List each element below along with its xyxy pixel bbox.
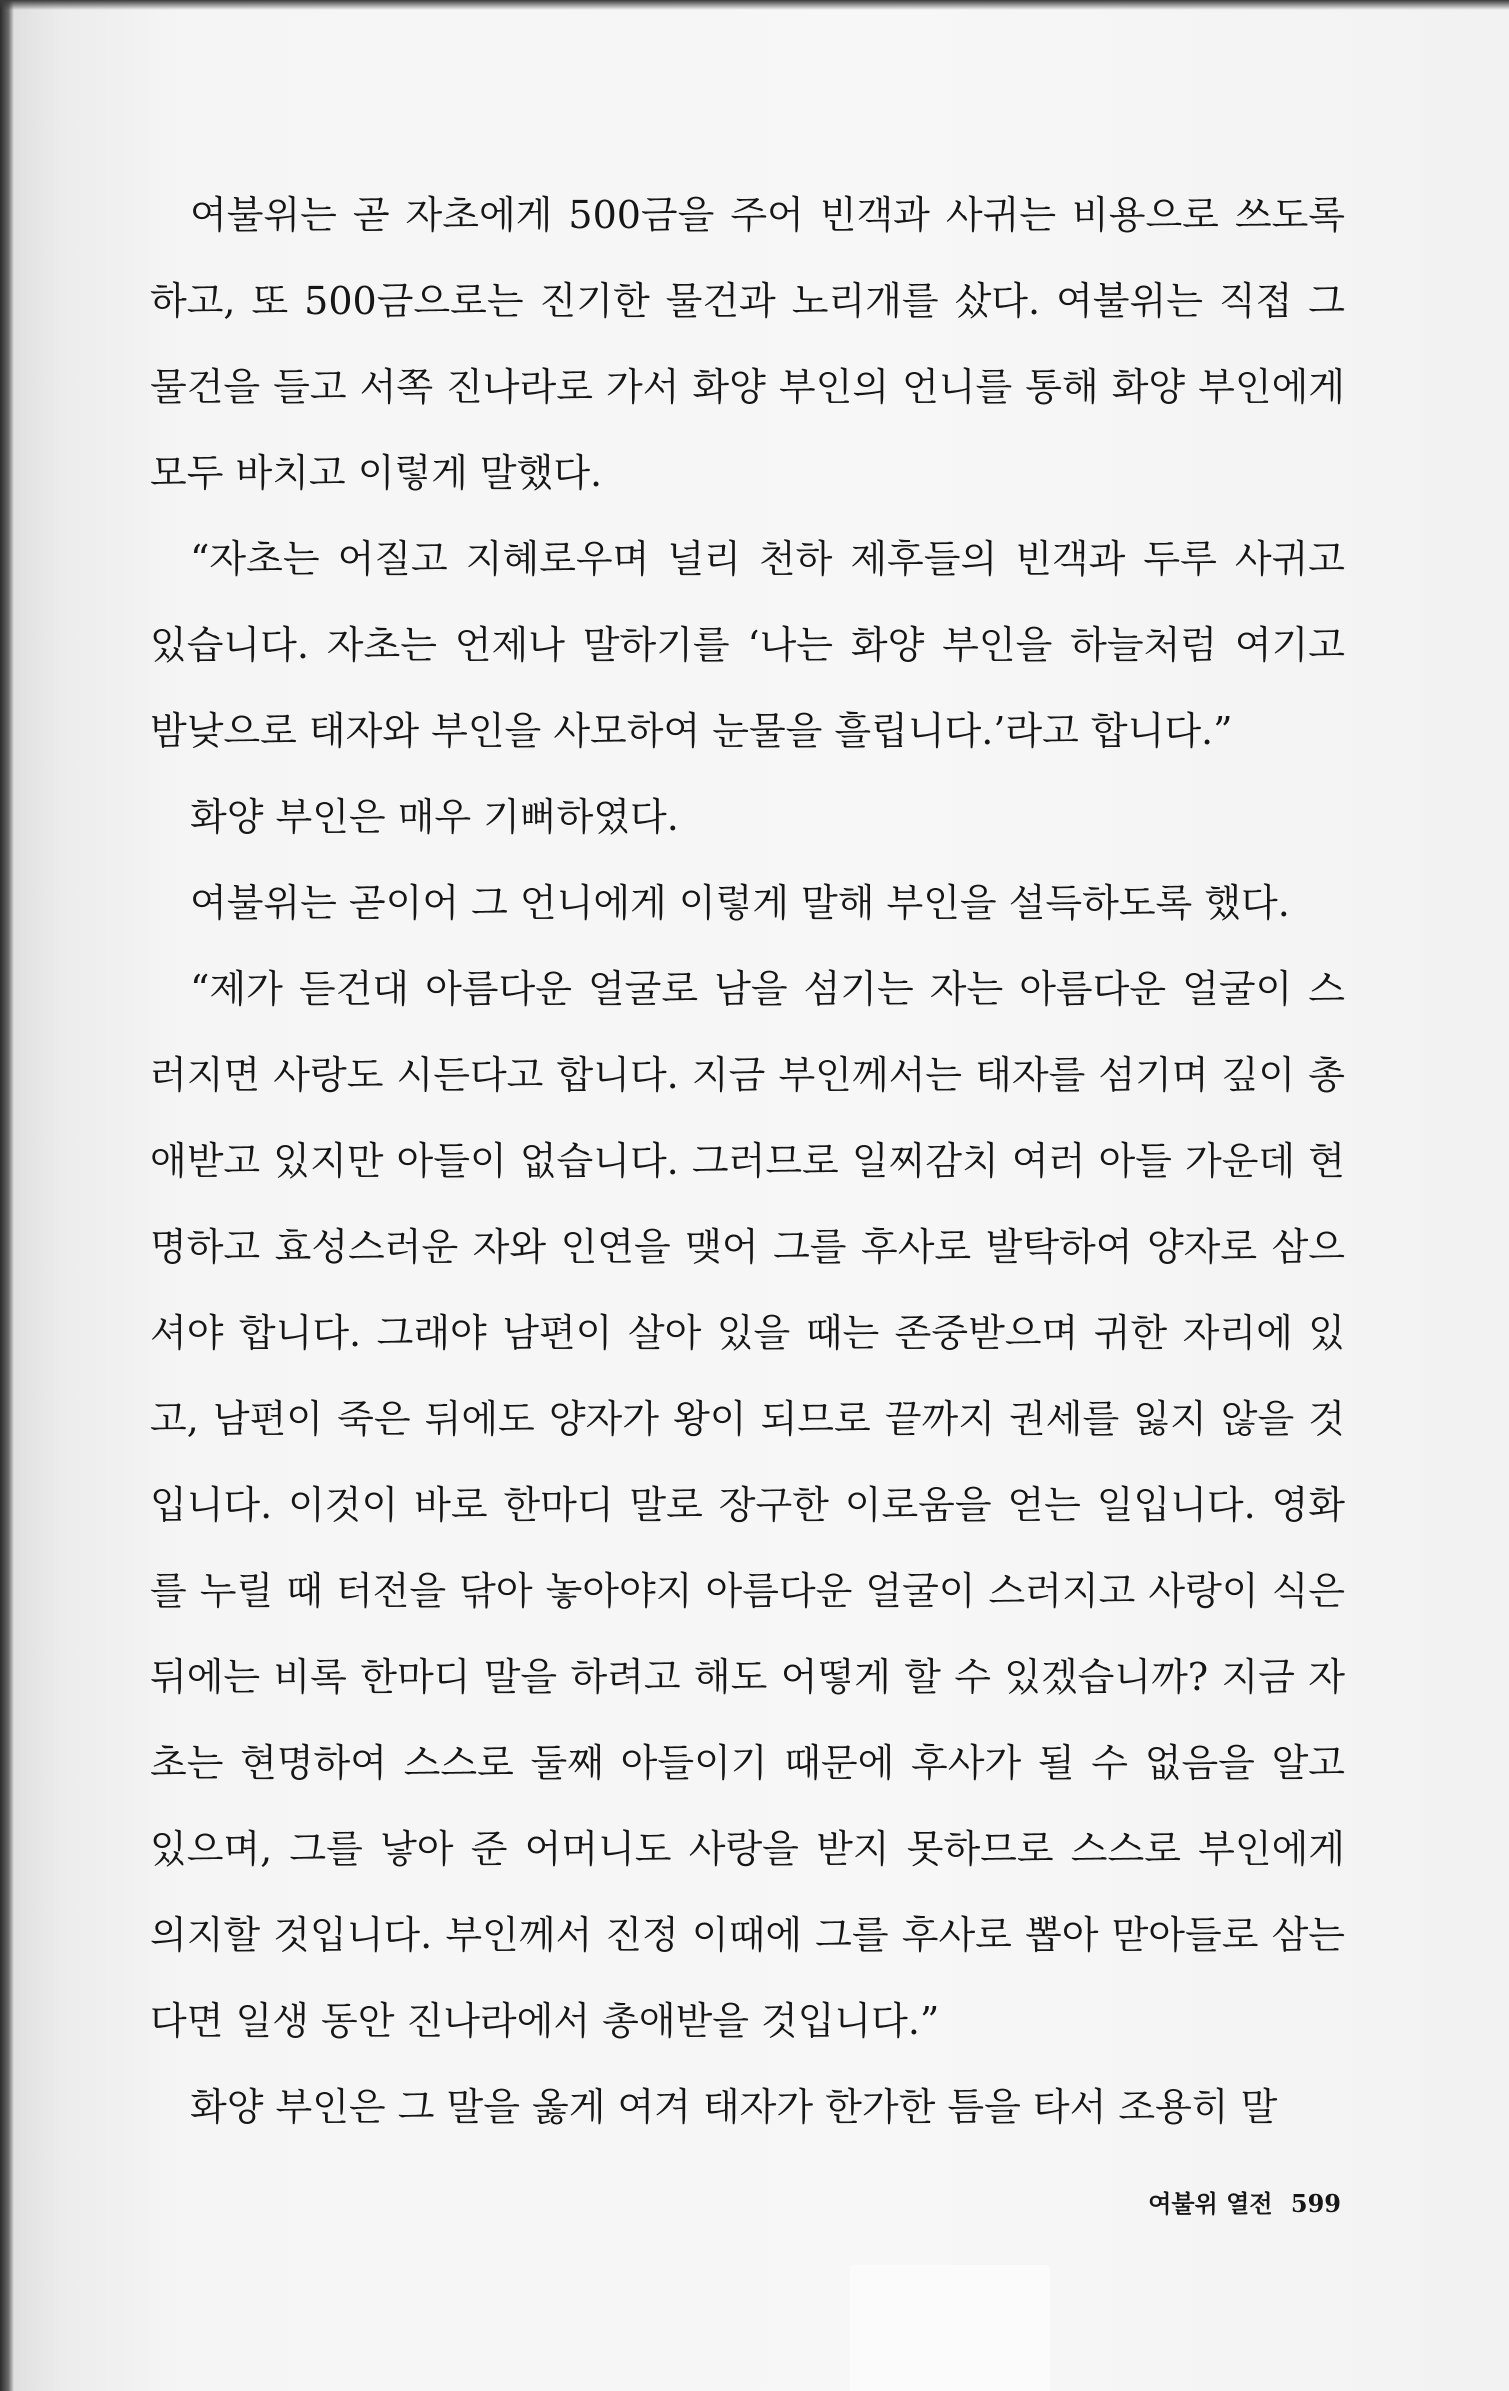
- paragraph-4: 여불위는 곧이어 그 언니에게 이렇게 말해 부인을 설득하도록 했다.: [190, 881, 1290, 925]
- paragraph-3: 화양 부인은 매우 기뻐하였다.: [190, 795, 679, 839]
- page-number: 599: [1290, 2189, 1341, 2218]
- paragraph-1: 여불위는 곧 자초에게 500금을 주어 빈객과 사귀는 비용으로 쓰도록 하고, 또 500금으로는 진기한 물건과 노리개를 샀다. 여불위는 직접 그 물건을 들고 서쪽 진나라로 가서 화양 부인의 언니를 통해 화양 부인에게 모두 바치고 이렇게 말했다.: [150, 193, 1345, 495]
- page-footer: [1148, 2184, 1341, 2219]
- body-text: [150, 172, 1345, 2150]
- paragraph-6: 화양 부인은 그 말을 옳게 여겨 태자가 한가한 틈을 타서 조용히 말: [190, 2085, 1278, 2129]
- page-top-shadow: [0, 0, 1509, 10]
- paragraph-2: “자초는 어질고 지혜로우며 널리 천하 제후들의 빈객과 두루 사귀고 있습니다. 자초는 언제나 말하기를 ‘나는 화양 부인을 하늘처럼 여기고 밤낮으로 태자와 부인을 사모하여 눈물을 흘립니다.’라고 합니다.”: [150, 537, 1345, 753]
- paragraph-5: “제가 듣건대 아름다운 얼굴로 남을 섬기는 자는 아름다운 얼굴이 스러지면 사랑도 시든다고 합니다. 지금 부인께서는 태자를 섬기며 깊이 총애받고 있지만 아들이 없습니다. 그러므로 일찌감치 여러 아들 가운데 현명하고 효성스러운 자와 인연을 맺어 그를 후사로 발탁하여 양자로 삼으셔야 합니다. 그래야 남편이 살아 있을 때는 존중받으며 귀한 자리에 있고, 남편이 죽은 뒤에도 양자가 왕이 되므로 끝까지 권세를 잃지 않을 것입니다. 이것이 바로 한마디 말로 장구한 이로움을 얻는 일입니다. 영화를 누릴 때 터전을 닦아 놓아야지 아름다운 얼굴이 스러지고 사랑이 식은 뒤에는 비록 한마디 말을 하려고 해도 어떻게 할 수 있겠습니까? 지금 자초는 현명하여 스스로 둘째 아들이기 때문에 후사가 될 수 없음을 알고 있으며, 그를 낳아 준 어머니도 사랑을 받지 못하므로 스스로 부인에게 의지할 것입니다. 부인께서 진정 이때에 그를 후사로 뽑아 맏아들로 삼는다면 일생 동안 진나라에서 총애받을 것입니다.”: [150, 967, 1345, 2043]
- paper-tab: [850, 2265, 1050, 2391]
- page-binding-shadow: [0, 0, 14, 2391]
- running-title: 여불위 열전: [1148, 2190, 1273, 2218]
